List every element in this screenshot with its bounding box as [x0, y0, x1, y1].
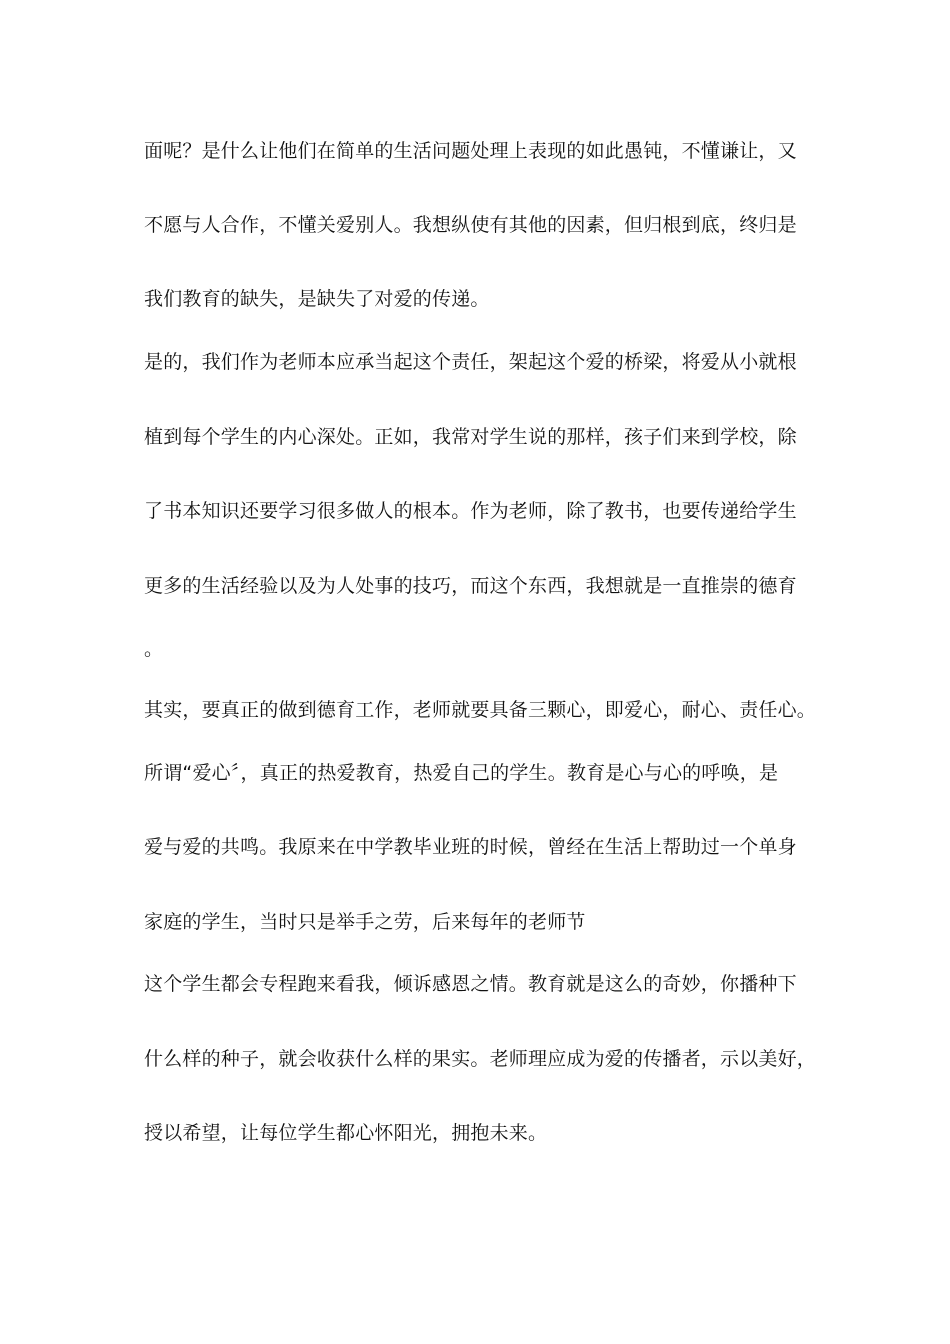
text-line: 不愿与人合作，不懂关爱别人。我想纵使有其他的因素，但归根到底，终归是 [144, 214, 797, 236]
text-line: 是的，我们作为老师本应承当起这个责任，架起这个爱的桥梁，将爱从小就根 [144, 351, 797, 373]
text-line: 面呢？是什么让他们在简单的生活问题处理上表现的如此愚钝，不懂谦让，又 [144, 140, 797, 162]
text-line: 更多的生活经验以及为人处事的技巧，而这个东西，我想就是一直推崇的德育 [144, 575, 797, 597]
text-line: 其实，要真正的做到德育工作，老师就要具备三颗心，即爱心，耐心、责任心。 [144, 699, 817, 721]
text-line: 所谓“爱心〞，真正的热爱教育，热爱自己的学生。教育是心与心的呼唤，是 [144, 762, 779, 784]
text-line: 家庭的学生，当时只是举手之劳，后来每年的老师节 [144, 911, 586, 933]
text-line: 了书本知识还要学习很多做人的根本。作为老师，除了教书，也要传递给学生 [144, 500, 797, 522]
text-line: 什么样的种子，就会收获什么样的果实。老师理应成为爱的传播者，示以美好， [144, 1048, 817, 1070]
text-line: 授以希望，让每位学生都心怀阳光，拥抱未来。 [144, 1122, 548, 1144]
text-line: 。 [144, 638, 164, 660]
text-line: 这个学生都会专程跑来看我，倾诉感恩之情。教育就是这么的奇妙，你播种下 [144, 973, 797, 995]
text-line: 我们教育的缺失，是缺失了对爱的传递。 [144, 288, 490, 310]
text-line: 爱与爱的共鸣。我原来在中学教毕业班的时候，曾经在生活上帮助过一个单身 [144, 836, 797, 858]
text-line: 植到每个学生的内心深处。正如，我常对学生说的那样，孩子们来到学校，除 [144, 426, 797, 448]
